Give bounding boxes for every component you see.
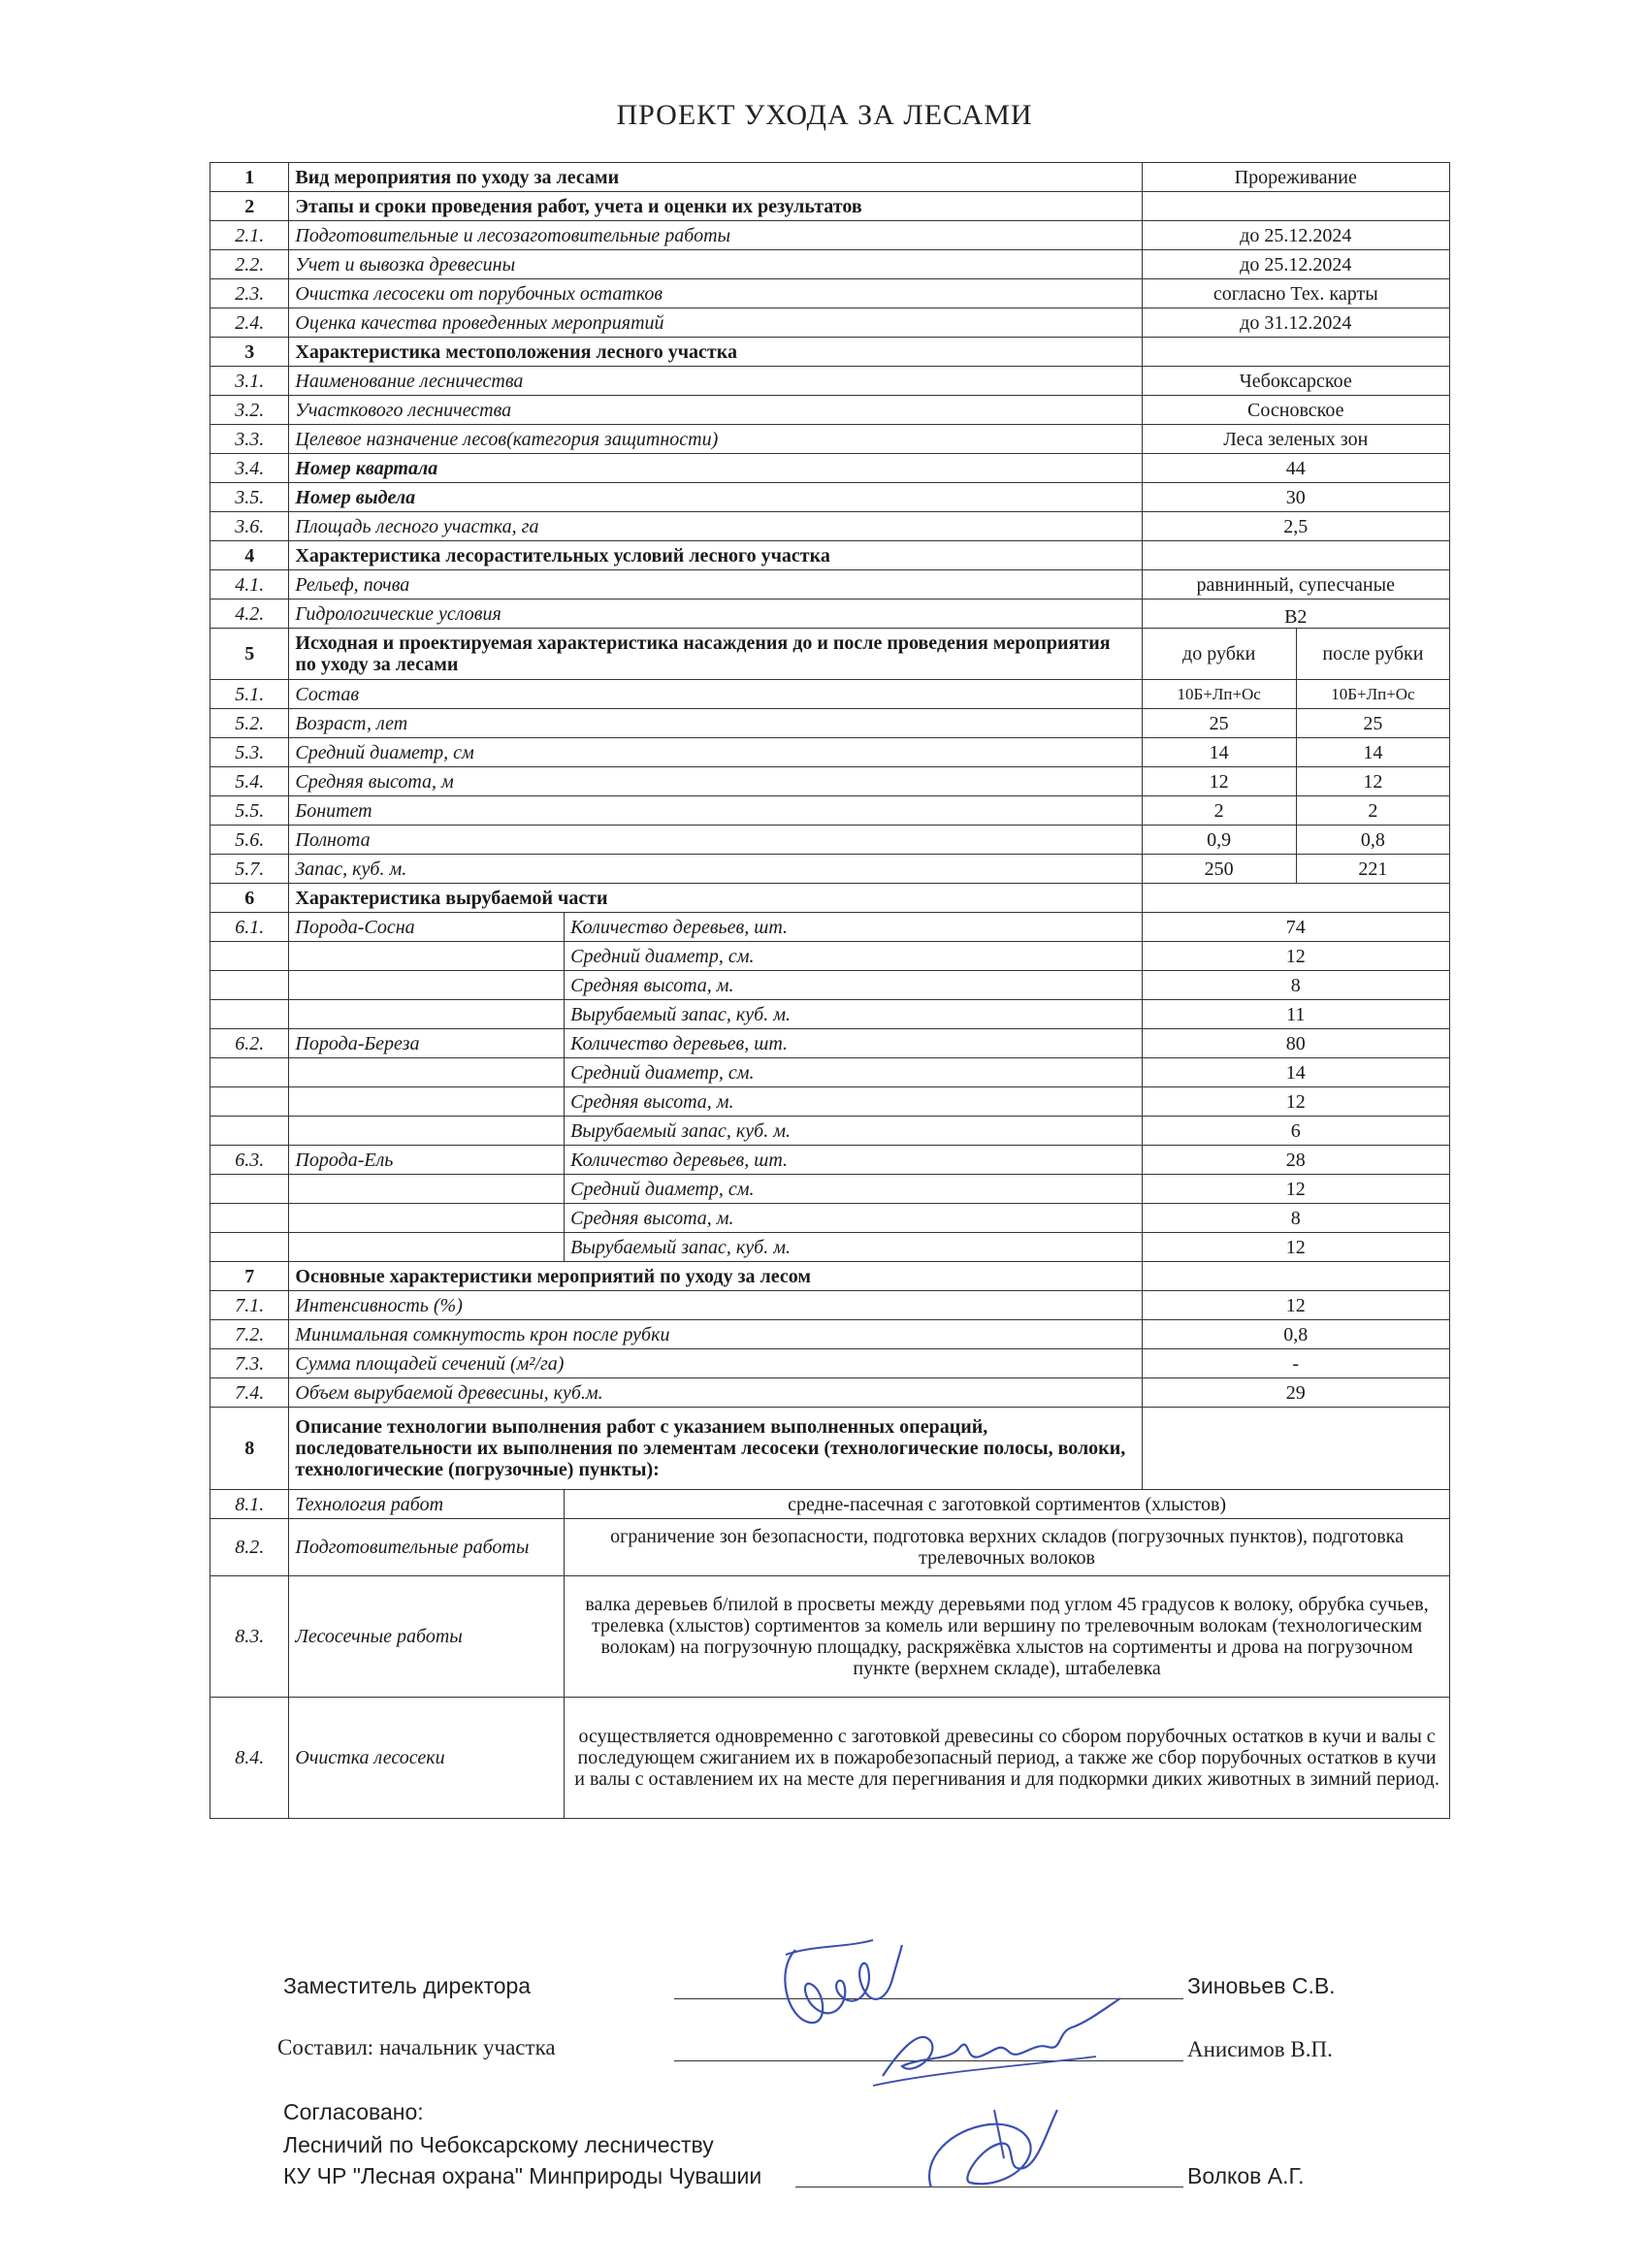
row-number: 3.4. — [210, 454, 289, 483]
param-value: 12 — [1142, 942, 1449, 971]
after-value: 12 — [1296, 767, 1449, 796]
param-value: 74 — [1142, 913, 1449, 942]
row-value: 2,5 — [1142, 512, 1449, 541]
table-row — [210, 1233, 1450, 1262]
table-row — [210, 483, 1450, 512]
forest-care-table — [210, 162, 1450, 1819]
row-value: 30 — [1142, 483, 1449, 512]
row-label: Характеристика лесорастительных условий лесного участка — [289, 541, 1142, 570]
param-label: Средний диаметр, см. — [565, 1175, 1142, 1204]
row-value — [1142, 1408, 1449, 1490]
row-number: 6 — [210, 884, 289, 913]
row-number: 8 — [210, 1408, 289, 1490]
table-row — [210, 1029, 1450, 1058]
row-number: 3.6. — [210, 512, 289, 541]
param-value: 12 — [1142, 1087, 1449, 1117]
table-row — [210, 855, 1450, 884]
row-label: Участкового лесничества — [289, 396, 1142, 425]
table-row — [210, 796, 1450, 826]
row-value: 29 — [1142, 1378, 1449, 1408]
param-label: Средняя высота, м. — [565, 971, 1142, 1000]
row-number: 7.3. — [210, 1349, 289, 1378]
before-value: 12 — [1142, 767, 1296, 796]
param-value: 8 — [1142, 971, 1449, 1000]
table-row — [210, 1378, 1450, 1408]
row-label: Объем вырубаемой древесины, куб.м. — [289, 1378, 1142, 1408]
row-number: 4.1. — [210, 570, 289, 599]
table-row — [210, 250, 1450, 279]
table-row — [210, 1320, 1450, 1349]
row-label: Учет и вывозка древесины — [289, 250, 1142, 279]
table-row — [210, 512, 1450, 541]
before-header: до рубки — [1142, 629, 1296, 680]
row-label: Очистка лесосеки — [289, 1698, 565, 1819]
after-header: после рубки — [1296, 629, 1449, 680]
table-row — [210, 826, 1450, 855]
agreed-label: Согласовано: — [283, 2099, 424, 2124]
table-row — [210, 1000, 1450, 1029]
table-row — [210, 396, 1450, 425]
signature-volkov — [912, 2090, 1086, 2207]
row-value: ограничение зон безопасности, подготовка верхних складов (погрузочных пунктов), подготовка трелевочных волоков — [565, 1519, 1450, 1576]
row-number: 2 — [210, 192, 289, 221]
table-row — [210, 1408, 1450, 1490]
table-row — [210, 338, 1450, 367]
param-value: 28 — [1142, 1146, 1449, 1175]
table-row — [210, 1175, 1450, 1204]
compiler-role: Составил: начальник участка — [277, 2035, 556, 2059]
table-row — [210, 971, 1450, 1000]
row-number: 5.7. — [210, 855, 289, 884]
row-number: 5.3. — [210, 738, 289, 767]
after-value: 14 — [1296, 738, 1449, 767]
table-row — [210, 1291, 1450, 1320]
row-label: Интенсивность (%) — [289, 1291, 1142, 1320]
before-value: 2 — [1142, 796, 1296, 826]
row-label: Площадь лесного участка, га — [289, 512, 1142, 541]
row-value — [1142, 338, 1449, 367]
table-row — [210, 221, 1450, 250]
table-row — [210, 1698, 1450, 1819]
forester-name: Волков А.Г. — [1187, 2163, 1305, 2188]
row-number: 3.2. — [210, 396, 289, 425]
param-value: 12 — [1142, 1175, 1449, 1204]
row-number: 5.6. — [210, 826, 289, 855]
row-value: до 25.12.2024 — [1142, 250, 1449, 279]
param-value: 12 — [1142, 1233, 1449, 1262]
table-row — [210, 629, 1450, 680]
table-row — [210, 1349, 1450, 1378]
table-row — [210, 709, 1450, 738]
after-value: 0,8 — [1296, 826, 1449, 855]
param-label: Средняя высота, м. — [565, 1204, 1142, 1233]
row-number: 2.1. — [210, 221, 289, 250]
row-value — [1142, 884, 1449, 913]
row-label: Описание технологии выполнения работ с указанием выполненных операций, последовательности их выполнения по элементам лесосеки (технологические полосы, волоки, технологические (погрузочные) пункты): — [289, 1408, 1142, 1490]
row-label: Оценка качества проведенных мероприятий — [289, 308, 1142, 338]
row-label: Характеристика вырубаемой части — [289, 884, 1142, 913]
param-label: Средняя высота, м. — [565, 1087, 1142, 1117]
table-row — [210, 1146, 1450, 1175]
after-value: 10Б+Лп+Ос — [1296, 680, 1449, 709]
row-number: 8.3. — [210, 1576, 289, 1698]
table-row — [210, 680, 1450, 709]
row-number: 7.1. — [210, 1291, 289, 1320]
row-value: 44 — [1142, 454, 1449, 483]
row-number: 3 — [210, 338, 289, 367]
row-number: 5.1. — [210, 680, 289, 709]
row-label: Средний диаметр, см — [289, 738, 1142, 767]
row-number: 4.2. — [210, 599, 289, 629]
row-number: 3.3. — [210, 425, 289, 454]
deputy-role: Заместитель директора — [283, 1973, 532, 1998]
table-row — [210, 1117, 1450, 1146]
param-value: 8 — [1142, 1204, 1449, 1233]
table-row — [210, 1490, 1450, 1519]
row-label: Технология работ — [289, 1490, 565, 1519]
row-value: средне-пасечная с заготовкой сортиментов (хлыстов) — [565, 1490, 1450, 1519]
table-row — [210, 738, 1450, 767]
param-value: 6 — [1142, 1117, 1449, 1146]
species-name: Порода-Ель — [289, 1146, 565, 1175]
row-number: 1 — [210, 163, 289, 192]
row-label: Исходная и проектируемая характеристика насаждения до и после проведения мероприятия по уходу за лесами — [289, 629, 1142, 680]
table-row — [210, 163, 1450, 192]
before-value: 10Б+Лп+Ос — [1142, 680, 1296, 709]
row-label: Состав — [289, 680, 1142, 709]
before-value: 25 — [1142, 709, 1296, 738]
row-value: В2 — [1142, 599, 1449, 629]
row-label: Бонитет — [289, 796, 1142, 826]
row-label: Возраст, лет — [289, 709, 1142, 738]
table-row — [210, 425, 1450, 454]
row-value — [1142, 541, 1449, 570]
before-value: 0,9 — [1142, 826, 1296, 855]
row-value: согласно Тех. карты — [1142, 279, 1449, 308]
row-number: 7 — [210, 1262, 289, 1291]
table-row — [210, 1519, 1450, 1576]
row-value: Чебоксарское — [1142, 367, 1449, 396]
row-number: 8.1. — [210, 1490, 289, 1519]
table-row — [210, 454, 1450, 483]
table-row — [210, 1058, 1450, 1087]
forester-line1: Лесничий по Чебоксарскому лесничеству — [283, 2132, 714, 2157]
signature-line — [674, 1998, 1183, 1999]
row-value: валка деревьев б/пилой в просветы между деревьями под углом 45 градусов к волоку, обрубка сучьев, трелевка (хлыстов) сортиментов за комель или вершину по трелевочным волокам (технологическим волокам) на погрузочную площадку, раскряжёвка хлыстов на сортименты и дрова на погрузочном пункте (верхнем складе), штабелевка — [565, 1576, 1450, 1698]
param-label: Количество деревьев, шт. — [565, 1146, 1142, 1175]
row-label: Целевое назначение лесов(категория защитности) — [289, 425, 1142, 454]
param-label: Вырубаемый запас, куб. м. — [565, 1233, 1142, 1262]
row-number: 7.2. — [210, 1320, 289, 1349]
row-number: 8.4. — [210, 1698, 289, 1819]
row-value: 12 — [1142, 1291, 1449, 1320]
row-label: Лесосечные работы — [289, 1576, 565, 1698]
table-row — [210, 367, 1450, 396]
row-number: 3.1. — [210, 367, 289, 396]
param-label: Количество деревьев, шт. — [565, 913, 1142, 942]
row-number: 5.4. — [210, 767, 289, 796]
after-value: 2 — [1296, 796, 1449, 826]
param-label: Вырубаемый запас, куб. м. — [565, 1117, 1142, 1146]
row-label: Очистка лесосеки от порубочных остатков — [289, 279, 1142, 308]
row-number: 2.3. — [210, 279, 289, 308]
row-label: Сумма площадей сечений (м²/га) — [289, 1349, 1142, 1378]
row-number: 8.2. — [210, 1519, 289, 1576]
table-row — [210, 599, 1450, 629]
after-value: 221 — [1296, 855, 1449, 884]
param-label: Средний диаметр, см. — [565, 1058, 1142, 1087]
signature-line — [674, 2060, 1183, 2061]
table-row — [210, 308, 1450, 338]
before-value: 250 — [1142, 855, 1296, 884]
param-value: 80 — [1142, 1029, 1449, 1058]
table-row — [210, 767, 1450, 796]
row-label: Подготовительные и лесозаготовительные работы — [289, 221, 1142, 250]
row-value: Леса зеленых зон — [1142, 425, 1449, 454]
row-value: до 25.12.2024 — [1142, 221, 1449, 250]
row-number: 2.2. — [210, 250, 289, 279]
param-label: Средний диаметр, см. — [565, 942, 1142, 971]
row-number: 6.3. — [210, 1146, 289, 1175]
table-row — [210, 1576, 1450, 1698]
after-value: 25 — [1296, 709, 1449, 738]
row-number: 4 — [210, 541, 289, 570]
forester-line2: КУ ЧР "Лесная охрана" Минприроды Чувашии — [283, 2163, 762, 2188]
table-row — [210, 913, 1450, 942]
row-value: - — [1142, 1349, 1449, 1378]
before-value: 14 — [1142, 738, 1296, 767]
signature-anisimov — [863, 1989, 1135, 2095]
row-label: Подготовительные работы — [289, 1519, 565, 1576]
row-label: Характеристика местоположения лесного участка — [289, 338, 1142, 367]
row-value — [1142, 1262, 1449, 1291]
row-value: до 31.12.2024 — [1142, 308, 1449, 338]
row-value: 0,8 — [1142, 1320, 1449, 1349]
table-row — [210, 884, 1450, 913]
table-row — [210, 192, 1450, 221]
signature-zinoviev — [757, 1930, 931, 2037]
row-number: 5.2. — [210, 709, 289, 738]
row-number: 3.5. — [210, 483, 289, 512]
table-row — [210, 1262, 1450, 1291]
table-row — [210, 570, 1450, 599]
row-number: 5 — [210, 629, 289, 680]
row-label: Гидрологические условия — [289, 599, 1142, 629]
table-row — [210, 541, 1450, 570]
param-value: 11 — [1142, 1000, 1449, 1029]
param-label: Вырубаемый запас, куб. м. — [565, 1000, 1142, 1029]
row-label: Наименование лесничества — [289, 367, 1142, 396]
row-number: 6.2. — [210, 1029, 289, 1058]
row-value: Прореживание — [1142, 163, 1449, 192]
table-row — [210, 1087, 1450, 1117]
row-label: Основные характеристики мероприятий по уходу за лесом — [289, 1262, 1142, 1291]
compiler-name: Анисимов В.П. — [1187, 2037, 1333, 2061]
species-name: Порода-Сосна — [289, 913, 565, 942]
row-label: Вид мероприятия по уходу за лесами — [289, 163, 1142, 192]
row-label: Средняя высота, м — [289, 767, 1142, 796]
row-value: Сосновское — [1142, 396, 1449, 425]
row-value — [1142, 192, 1449, 221]
page-title: ПРОЕКТ УХОДА ЗА ЛЕСАМИ — [616, 99, 1033, 131]
row-label: Рельеф, почва — [289, 570, 1142, 599]
row-label: Запас, куб. м. — [289, 855, 1142, 884]
row-label: Полнота — [289, 826, 1142, 855]
row-number: 7.4. — [210, 1378, 289, 1408]
row-value: осуществляется одновременно с заготовкой древесины со сбором порубочных остатков в кучи и валы с последующем сжиганием их в пожаробезопасный период, а также же сбор порубочных остатков в кучи и валы с оставлением их на месте для перегнивания и для подкормки диких животных в зимний период. — [565, 1698, 1450, 1819]
row-number: 5.5. — [210, 796, 289, 826]
row-label: Минимальная сомкнутость крон после рубки — [289, 1320, 1142, 1349]
param-label: Количество деревьев, шт. — [565, 1029, 1142, 1058]
table-row — [210, 279, 1450, 308]
deputy-name: Зиновьев С.В. — [1187, 1973, 1336, 1998]
species-name: Порода-Береза — [289, 1029, 565, 1058]
param-value: 14 — [1142, 1058, 1449, 1087]
row-number: 2.4. — [210, 308, 289, 338]
row-number: 6.1. — [210, 913, 289, 942]
row-label: Номер квартала — [289, 454, 1142, 483]
row-label: Этапы и сроки проведения работ, учета и оценки их результатов — [289, 192, 1142, 221]
table-row — [210, 942, 1450, 971]
row-value: равнинный, супесчаные — [1142, 570, 1449, 599]
row-label: Номер выдела — [289, 483, 1142, 512]
table-row — [210, 1204, 1450, 1233]
